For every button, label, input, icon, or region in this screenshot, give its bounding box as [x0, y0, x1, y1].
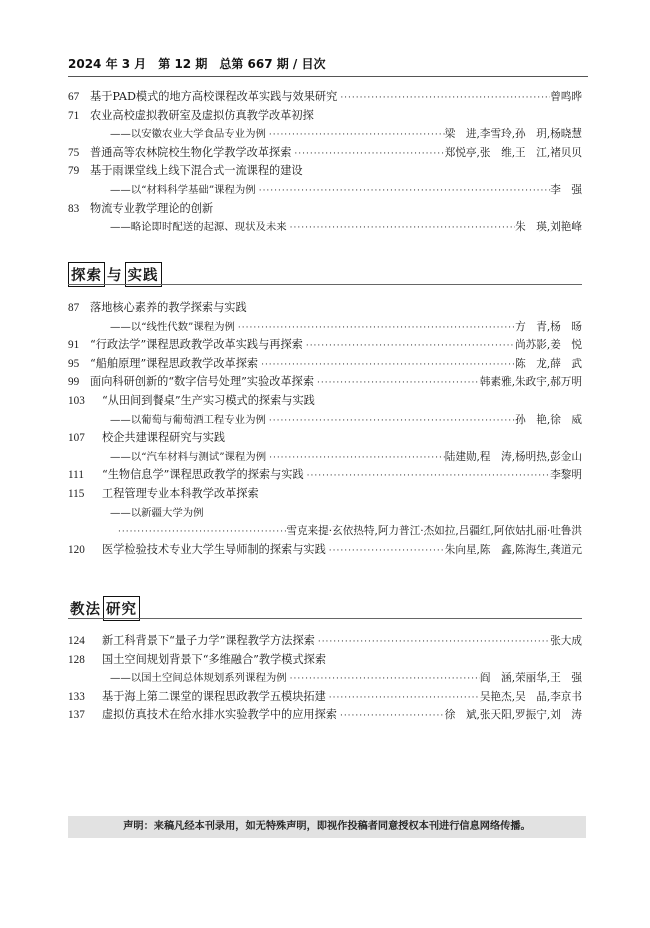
leader-dots	[326, 689, 480, 708]
leader-dots	[258, 356, 515, 375]
entry-title: “行政法学”课程思政教学改革实践与再探索	[90, 338, 303, 352]
entry-subtitle: ——略论即时配送的起源、现状及未来	[110, 221, 287, 234]
entry-authors: 郑悦亭,张 维,王 江,褚贝贝	[444, 146, 582, 159]
entry-authors: 孙 艳,徐 威	[515, 413, 582, 426]
entry-authors: 张大成	[550, 635, 582, 647]
toc-entry-67[interactable]	[68, 88, 582, 107]
toc-group-2	[68, 299, 582, 559]
entry-authors: 陈 龙,薛 武	[515, 357, 582, 370]
page-number: 124	[68, 635, 85, 647]
entry-title: 虚拟仿真技术在给水排水实验教学中的应用探索	[102, 708, 337, 722]
toc-entry-95[interactable]	[68, 355, 582, 374]
toc-entry-111[interactable]	[68, 466, 582, 485]
section-divider	[68, 618, 582, 619]
entry-subtitle: ——以安徽农业大学食品专业为例	[110, 128, 266, 141]
page-number: 87	[68, 302, 80, 314]
leader-dots	[337, 707, 445, 726]
entry-title: 普通高等农林院校生物化学教学改革探索	[90, 145, 292, 159]
page-number: 103	[68, 394, 85, 407]
entry-title: 工程管理专业本科教学改革探索	[102, 486, 259, 500]
entry-title: 校企共建课程研究与实践	[102, 431, 226, 445]
entry-authors: 方 青,杨 旸	[515, 320, 582, 333]
page-number: 95	[68, 357, 80, 370]
entry-title: 基于海上第二课堂的课程思政教学五模块拓建	[102, 689, 326, 703]
toc-entry-99[interactable]	[68, 373, 582, 392]
entry-title: 新工科背景下“量子力学”课程教学方法探索	[102, 634, 315, 647]
entry-title: 基于雨课堂线上线下混合式一流课程的建设	[90, 164, 303, 178]
entry-title: “船舶原理”课程思政教学改革探索	[90, 356, 259, 370]
page-number: 120	[68, 543, 85, 556]
page-number: 133	[68, 690, 85, 703]
entry-title: 农业高校虚拟教研室及虚拟仿真教学改革初探	[90, 108, 314, 122]
page-number: 137	[68, 709, 85, 722]
leader-dots	[303, 337, 515, 356]
toc-entry-137[interactable]	[68, 706, 582, 725]
toc-entry-83[interactable]	[68, 200, 582, 237]
entry-authors: 韩素雅,朱政宇,郝万明	[479, 376, 582, 389]
toc-group-3	[68, 632, 582, 725]
entry-title: 物流专业教学理论的创新	[90, 201, 214, 215]
toc-entry-107[interactable]	[68, 429, 582, 466]
heading-boxed-part: 实践	[125, 262, 162, 287]
page-header: 2024 年 3 月 第 12 期 总第 667 期 / 目次	[68, 55, 588, 77]
entry-authors: 陆建勋,程 涛,杨明热,彭金山	[444, 450, 582, 463]
toc-entry-87[interactable]	[68, 299, 582, 336]
entry-authors: 曾鸣晔	[550, 91, 582, 103]
heading-plain-part: 教法	[70, 602, 101, 618]
leader-dots	[256, 182, 551, 201]
heading-boxed-part: 研究	[103, 596, 140, 621]
leader-dots	[326, 542, 445, 561]
leader-dots	[235, 319, 515, 338]
page-number: 107	[68, 432, 85, 445]
entry-title: “生物信息学”课程思政教学的探索与实践	[102, 468, 304, 482]
entry-authors: 雪克来提·玄依热特,阿力普江·杰如拉,吕疆红,阿依姑扎丽·吐鲁洪	[286, 525, 582, 538]
page-number: 75	[68, 146, 80, 159]
page-number: 115	[68, 487, 85, 500]
toc-entry-124[interactable]	[68, 632, 582, 651]
entry-subtitle: ——以国土空间总体规划系列课程为例	[110, 672, 287, 685]
section-divider	[68, 284, 582, 285]
toc-entry-75[interactable]	[68, 144, 582, 163]
leader-dots	[266, 126, 445, 145]
copyright-notice: 声明：来稿凡经本刊录用，如无特殊声明，即视作投稿者同意授权本刊进行信息网络传播。	[68, 816, 586, 838]
toc-entry-79[interactable]	[68, 162, 582, 199]
leader-dots	[68, 523, 286, 542]
entry-authors: 徐 斌,张天阳,罗振宁,刘 涛	[444, 709, 582, 722]
entry-subtitle: ——以“汽车材料与测试”课程为例	[110, 450, 267, 463]
heading-boxed-part: 探索	[68, 262, 105, 287]
toc-group-1	[68, 88, 582, 237]
entry-subtitle: ——以“线性代数”课程为例	[110, 320, 235, 333]
page-number: 99	[68, 376, 80, 389]
page-number: 79	[68, 165, 80, 178]
entry-title: 落地核心素养的教学探索与实践	[90, 301, 247, 314]
leader-dots	[287, 219, 515, 238]
leader-dots	[266, 449, 445, 468]
entry-title: 面向科研创新的“数字信号处理”实验改革探索	[90, 375, 315, 389]
entry-title: 医学检验技术专业大学生导师制的探索与实践	[102, 542, 326, 556]
leader-dots	[287, 670, 480, 689]
page-number: 111	[68, 469, 84, 482]
leader-dots	[315, 633, 550, 652]
leader-dots	[337, 89, 550, 108]
entry-authors: 李黎明	[550, 469, 582, 482]
page-number: 128	[68, 653, 85, 666]
page-number: 67	[68, 91, 80, 103]
leader-dots	[291, 145, 444, 164]
toc-entry-91[interactable]	[68, 336, 582, 355]
entry-title: 国土空间规划背景下“多维融合”教学模式探索	[102, 652, 327, 666]
entry-authors: 李 强	[550, 183, 582, 196]
leader-dots	[314, 374, 480, 393]
toc-entry-120[interactable]	[68, 541, 582, 560]
toc-entry-71[interactable]	[68, 107, 582, 144]
toc-entry-115[interactable]	[68, 485, 582, 541]
entry-authors: 阎 涵,荣丽华,王 强	[479, 672, 582, 685]
heading-plain-part: 与	[107, 268, 123, 284]
entry-subtitle: ——以新疆大学为例	[110, 506, 204, 519]
entry-subtitle: ——以葡萄与葡萄酒工程专业为例	[110, 413, 266, 426]
entry-title: “从田间到餐桌”生产实习模式的探索与实践	[102, 393, 315, 407]
page-number: 91	[68, 339, 80, 352]
toc-entry-128[interactable]	[68, 651, 582, 688]
leader-dots	[304, 467, 551, 486]
page-number: 71	[68, 109, 80, 122]
leader-dots	[266, 412, 515, 431]
toc-entry-133[interactable]	[68, 688, 582, 707]
page-number: 83	[68, 202, 80, 215]
entry-authors: 梁 进,李雪玲,孙 玥,杨晓慧	[444, 128, 582, 141]
toc-entry-103[interactable]	[68, 392, 582, 429]
entry-title: 基于PAD模式的地方高校课程改革实践与效果研究	[90, 90, 338, 103]
entry-authors: 吴艳杰,吴 晶,李京书	[479, 690, 582, 703]
entry-authors: 朱 瑛,刘艳峰	[515, 221, 582, 234]
entry-authors: 尚苏影,姜 悦	[515, 339, 582, 352]
entry-subtitle: ——以“材料科学基础”课程为例	[110, 183, 256, 196]
entry-authors: 朱向星,陈 鑫,陈海生,龚道元	[444, 543, 582, 556]
